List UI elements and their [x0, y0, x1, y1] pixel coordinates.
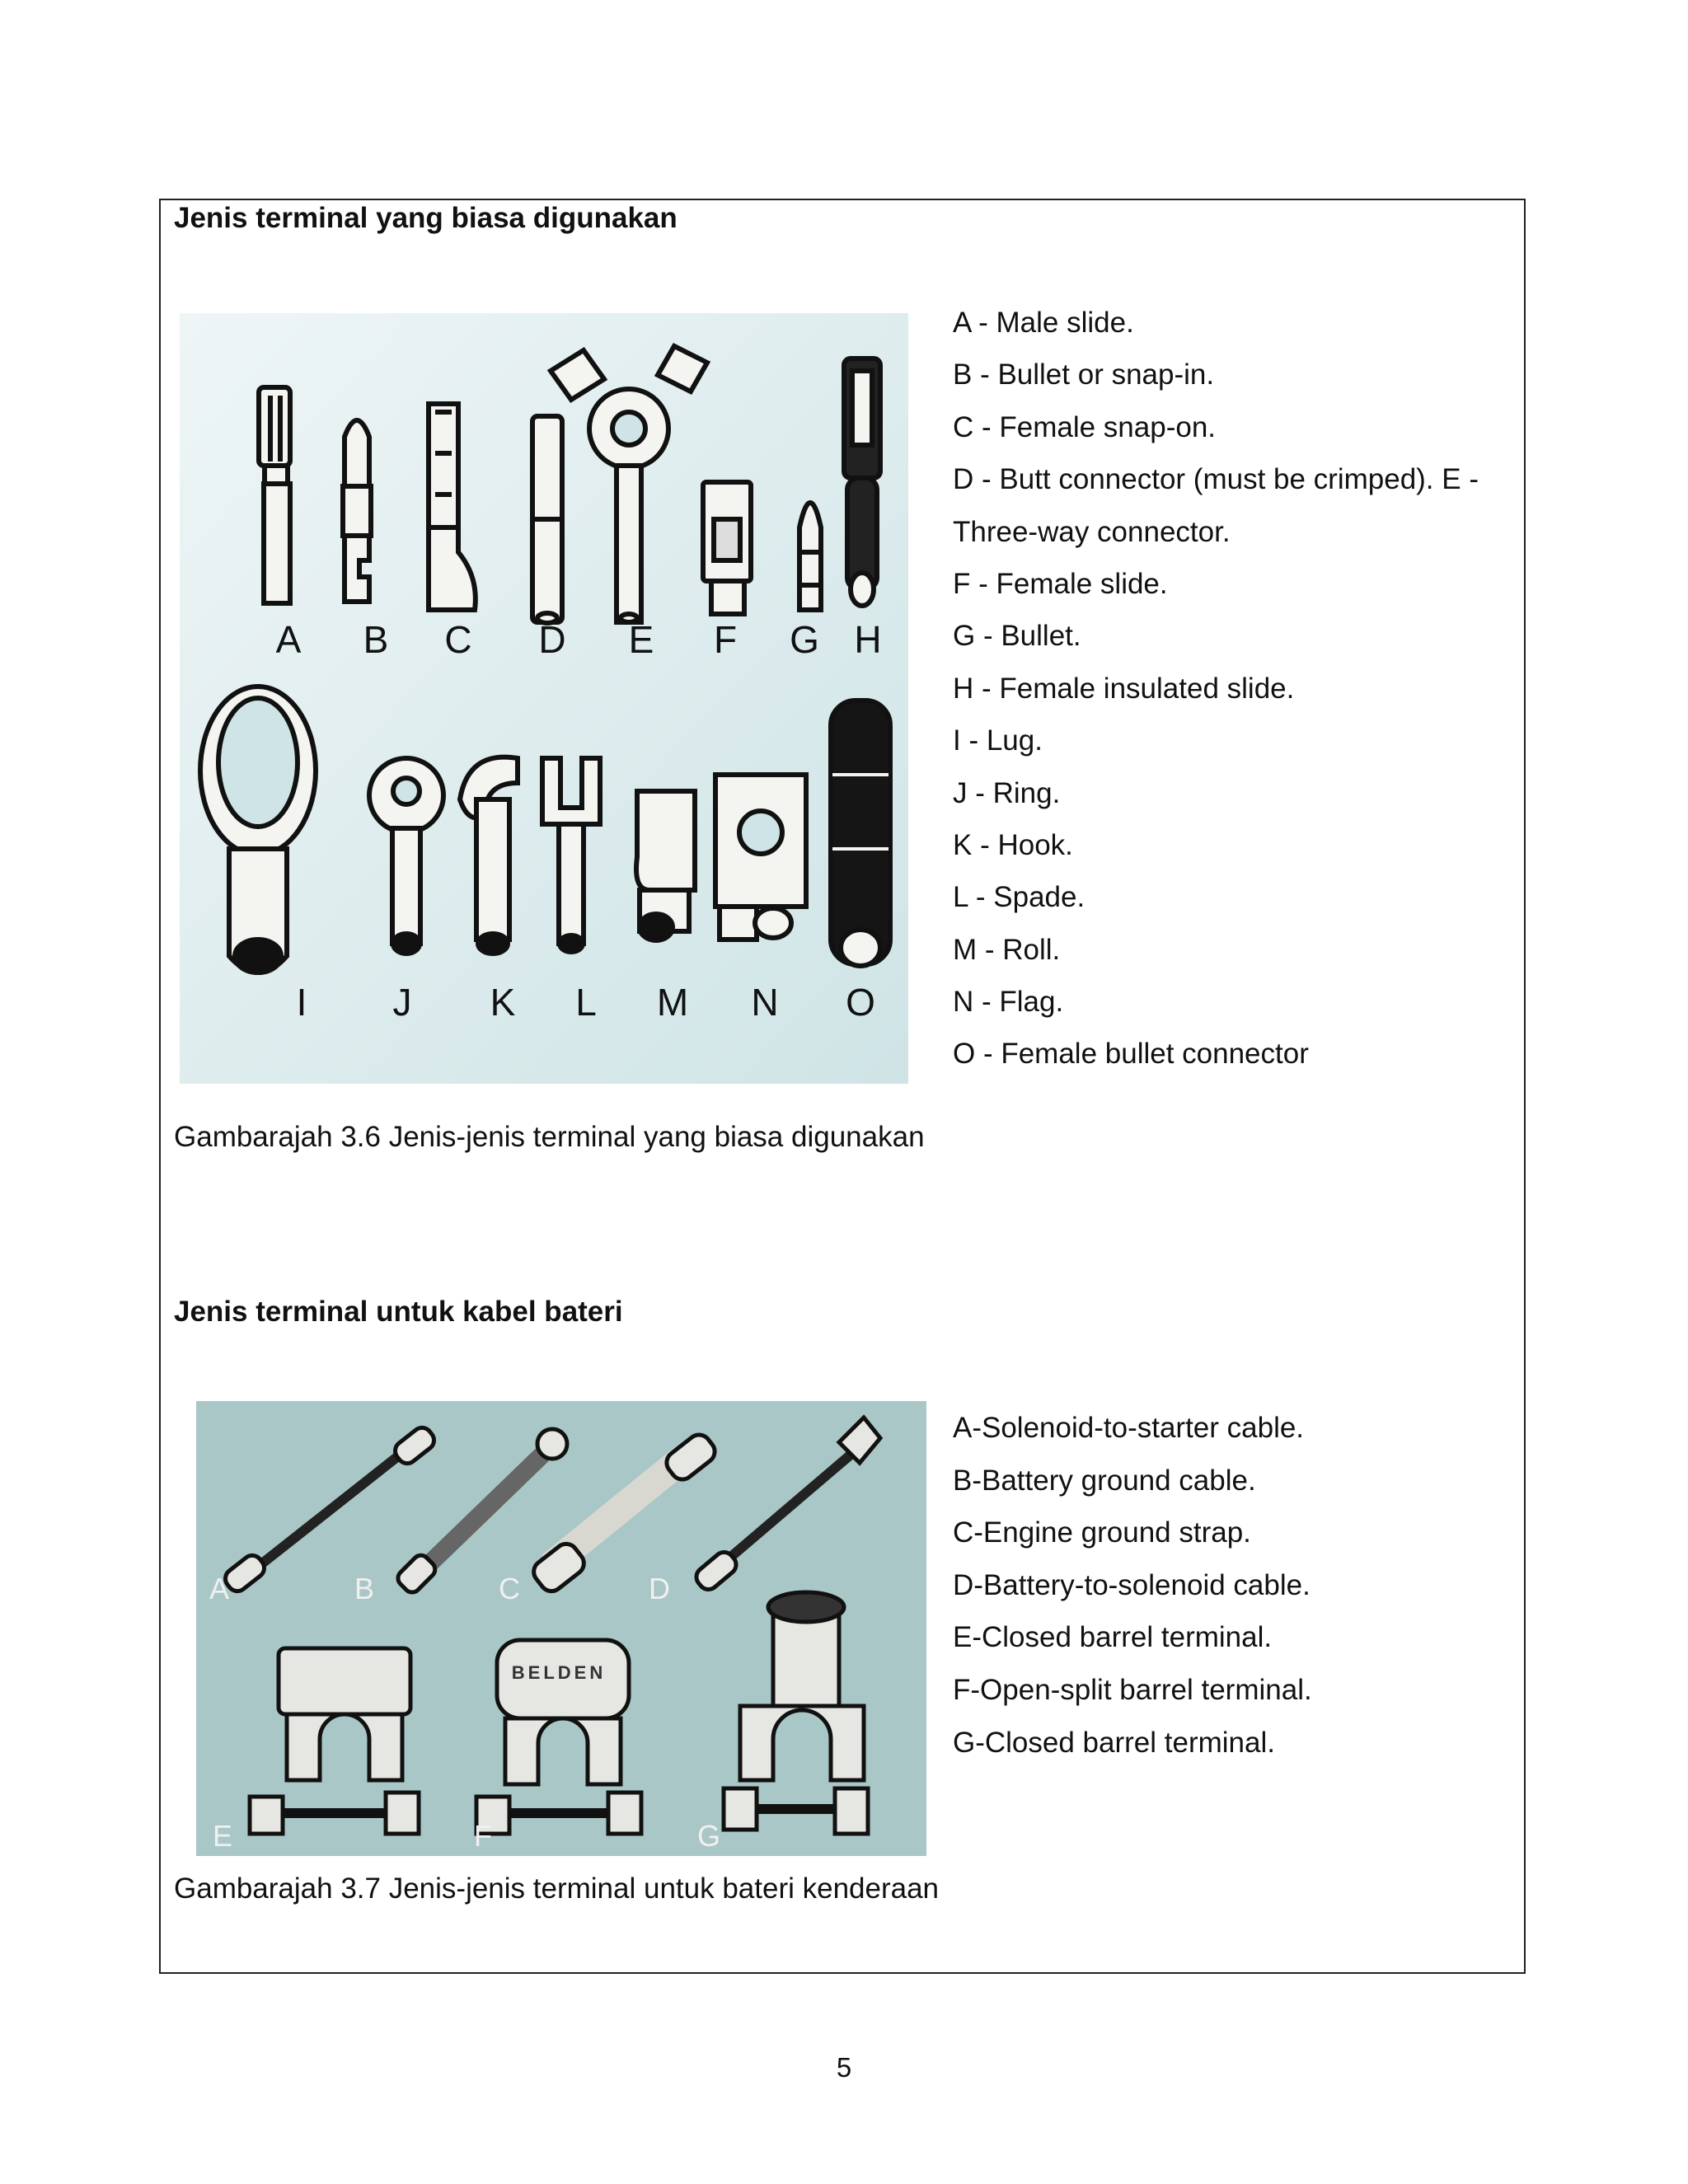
male-slide-terminal [259, 387, 290, 603]
battery-terminals-figure [196, 1401, 926, 1856]
figure-label-d: D [649, 1572, 670, 1605]
legend-item: Three-way connector. [953, 515, 1231, 548]
legend-item: O - Female bullet connector [953, 1038, 1309, 1071]
legend-item: C - Female snap-on. [953, 410, 1217, 443]
legend-item: I - Lug. [953, 724, 1043, 757]
legend-item: M - Roll. [953, 933, 1061, 966]
butt-connector-terminal [532, 416, 562, 623]
figure-label-e: E [628, 618, 654, 661]
figure-label-h: H [854, 618, 882, 661]
legend-item: B - Bullet or snap-in. [953, 359, 1215, 391]
figure-label-i: I [296, 981, 307, 1024]
figure-label-f: F [713, 618, 738, 661]
legend-item: C-Engine ground strap. [953, 1516, 1251, 1549]
legend-item: H - Female insulated slide. [953, 672, 1295, 705]
figure-label-a: A [209, 1572, 230, 1605]
figure-label-n: N [751, 981, 779, 1024]
battery-terminals-legend [953, 1402, 1312, 1769]
page-number: 5 [836, 2052, 852, 2083]
figure-label-d: D [538, 618, 566, 661]
terminals-legend [953, 297, 1479, 1080]
bullet-snap-in-terminal [343, 420, 371, 602]
figure-caption-3-7: Gambarajah 3.7 Jenis-jenis terminal untuk bateri kenderaan [174, 1872, 940, 1905]
figure-label-e: E [212, 1819, 233, 1853]
legend-item: B-Battery ground cable. [953, 1464, 1256, 1497]
legend-item: J - Ring. [953, 776, 1061, 809]
figure-label-m: M [656, 981, 689, 1024]
figure-label-g: G [790, 618, 819, 661]
figure-label-c: C [499, 1572, 520, 1605]
female-slide-terminal [703, 482, 751, 614]
legend-item: D - Butt connector (must be crimped). E - [953, 463, 1479, 496]
figure-label-j: J [392, 981, 412, 1024]
legend-item: N - Flag. [953, 986, 1064, 1019]
belden-brand-label: BELDEN [511, 1662, 607, 1683]
bullet-terminal [799, 503, 821, 610]
figure-label-k: K [490, 981, 516, 1024]
figure-label-c: C [444, 618, 472, 661]
legend-item: E-Closed barrel terminal. [953, 1621, 1273, 1654]
figure-caption-3-6: Gambarajah 3.6 Jenis-jenis terminal yang biasa digunakan [174, 1121, 925, 1153]
legend-item: D-Battery-to-solenoid cable. [953, 1568, 1311, 1601]
figure-label-l: L [575, 981, 597, 1024]
legend-item: F - Female slide. [953, 567, 1168, 600]
figure-label-f: F [474, 1819, 492, 1853]
section-heading-terminals: Jenis terminal yang biasa digunakan [174, 202, 678, 234]
legend-item: F-Open-split barrel terminal. [953, 1673, 1312, 1706]
female-bullet-connector-terminal [831, 701, 890, 966]
figure-label-b: B [354, 1572, 375, 1605]
terminals-figure [180, 313, 908, 1084]
legend-item: G-Closed barrel terminal. [953, 1726, 1275, 1759]
roll-terminal [636, 791, 695, 940]
legend-item: G - Bullet. [953, 620, 1081, 653]
figure-label-g: G [696, 1819, 721, 1853]
figure-label-b: B [363, 618, 389, 661]
figure-label-o: O [846, 981, 875, 1024]
female-insulated-slide-terminal [844, 359, 880, 606]
legend-item: A-Solenoid-to-starter cable. [953, 1412, 1305, 1444]
legend-item: L - Spade. [953, 881, 1085, 914]
section-heading-battery-terminals: Jenis terminal untuk kabel bateri [174, 1296, 623, 1328]
legend-item: K - Hook. [953, 828, 1073, 861]
legend-item: A - Male slide. [953, 307, 1134, 339]
figure-label-a: A [275, 618, 302, 661]
